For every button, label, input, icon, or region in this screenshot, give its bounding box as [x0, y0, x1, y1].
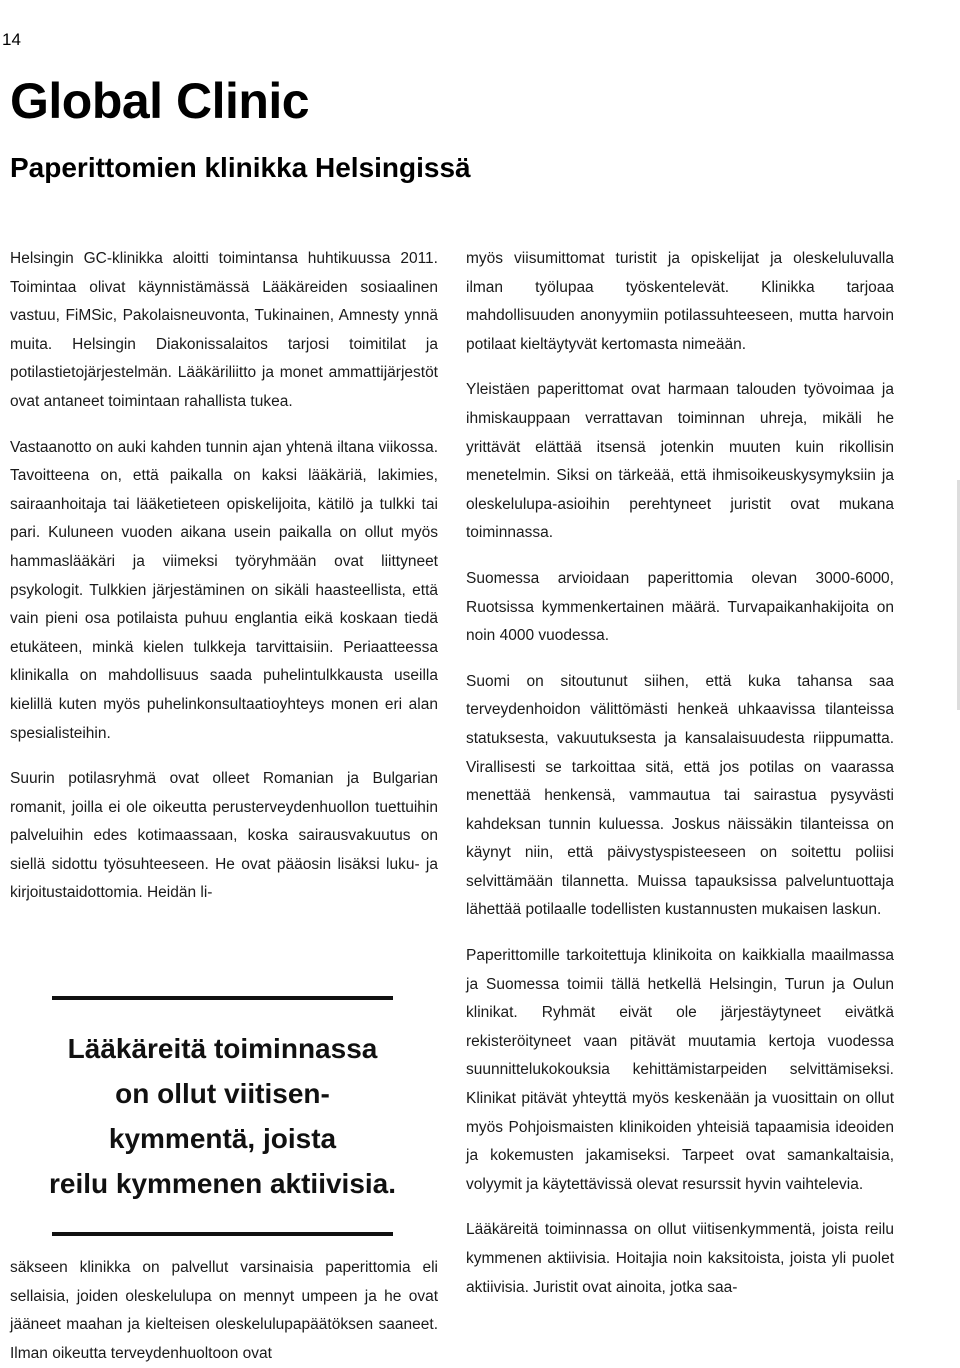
paragraph: Suomessa arvioidaan paperittomia olevan 3000-6000, Ruotsissa kymmenkertainen määrä. Turvapaikanhakijoita on noin 4000 vuodessa. [466, 569, 894, 645]
paragraph: Lääkäreitä toiminnassa on ollut viitisenkymmentä, joista reilu kymmenen aktiivisia. Hoitajia noin kaksitoista, joista yli puolet aktiivisia. Juristit ovat ainoita, jotka saa- [466, 1221, 894, 1296]
page-number: 14 [2, 30, 21, 49]
left-column-top [10, 245, 438, 908]
pull-quote-line: Lääkäreitä toiminnassa [67, 1033, 378, 1064]
paragraph: Suomi on sitoutunut siihen, että kuka tahansa saa terveydenhoidon välittömästi henkeä uhkaavissa tilanteissa statuksesta, vakuutuksesta ja kansalaisuudesta riippumatta. Virallisesti se tarkoittaa sitä, että jos potilas on vaarassa menettää henkensä, vammautua tai sairastua pysyvästi kahdeksan tunnin kuluessa. Joskus näissäkin tilanteissa on käynyt niin, että päivystyspisteeseen on soitettu poliisi selvittämään tilannetta. Muissa tapauksissa palveluntuottaja lähettää potilaalle todellisten kustannusten mukaisen laskun. [466, 672, 894, 919]
pull-quote-text [30, 1026, 415, 1206]
paragraph: Vastaanotto on auki kahden tunnin ajan yhtenä iltana viikossa. Tavoitteena on, että paikalla on kaksi lääkäriä, lakimies, sairaanhoitaja tai lääketieteen opiskelijoita, kätilö ja tulkki tai pari. Kuluneen vuoden aikana usein paikalla on ollut myös hammaslääkäri ja viimeksi työryhmään ovat liittyneet psykologit. Tulkkien järjestäminen on sikäli haasteellista, että vain pieni osa potilaista puhuu englantia eikä koskaan tiedä etukäteen, minkä kielen tulkkeja tarvittaisiin. Periaatteessa klinikalla on mahdollisuus saada puhelintulkkausta useilla kielillä kuten myös puhelinkonsultaatioyhteys monen eri alan spesialisteihin. [10, 438, 438, 742]
article-title: Global Clinic [10, 73, 310, 129]
pull-quote [30, 996, 415, 1236]
pull-quote-line: reilu kymmenen aktiivisia. [48, 1168, 397, 1199]
pull-quote-line: on ollut viitisen- [115, 1078, 330, 1109]
right-column [466, 245, 894, 1302]
article-subtitle: Paperittomien klinikka Helsingissä [10, 152, 471, 183]
pull-quote-top-rule [52, 996, 393, 1000]
paragraph: Suurin potilasryhmä ovat olleet Romanian ja Bulgarian romanit, joilla ei ole oikeutta perusterveydenhuollon tuettuihin palveluihin edes kotimaassaan, koska sairausvakuutus on siellä sidottu työsuhteeseen. He ovat pääosin lisäksi luku- ja kirjoitustaidottomia. Heidän li- [10, 770, 438, 902]
left-column-bottom [10, 1254, 438, 1368]
paragraph: säkseen klinikka on palvellut varsinaisia paperittomia eli sellaisia, joiden oleskelulupa on mennyt umpeen ja he ovat jääneet maahan ja kielteisen oleskelulupapäätöksen saaneet. Ilman oikeutta terveydenhuoltoon ovat [10, 1259, 438, 1362]
paragraph: Helsingin GC-klinikka aloitti toimintansa huhtikuussa 2011. Toimintaa olivat käynnistämässä Lääkäreiden sosiaalinen vastuu, FiMSic, Pakolaisneuvonta, Tukinainen, Amnesty ynnä muita. Helsingin Diakonissalaitos tarjosi toimitilat ja potilastietojärjestelmän. Lääkäriliitto ja monet ammattijärjestöt ovat antaneet toimintaan rahallista tukea. [10, 250, 438, 410]
paragraph: Yleistäen paperittomat ovat harmaan talouden työvoimaa ja ihmiskauppaan verrattavan toiminnan uhreja, mikäli he yrittävät elättää itsensä jotenkin muuten kuin rikollisin menetelmin. Siksi on tärkeää, että ihmisoikeuskysymyksiin ja oleskelulupa-asioihin perehtyneet juristit ovat mukana toiminnassa. [466, 381, 894, 542]
paragraph: myös viisumittomat turistit ja opiskelijat ja oleskeluluvalla ilman työlupaa työskentelevät. Klinikka tarjoaa mahdollisuuden anonyymiin potilassuhteeseen, mutta harvoin potilaat kieltäytyvät kertomasta nimeään. [466, 250, 894, 353]
pull-quote-bottom-rule [52, 1232, 393, 1236]
pull-quote-line: kymmentä, joista [108, 1123, 337, 1154]
paragraph: Paperittomille tarkoitettuja klinikoita on kaikkialla maailmassa ja Suomessa toimii tällä hetkellä Helsingin, Turun ja Oulun klinikat. Ryhmät eivät ole järjestäytyneet eivätkä rekisteröityneet vaan pitävät muutamia kertoja vuodessa suunnittelukokouksia kehittämistarpeiden selvittämiseksi. Klinikat pitävät yhteyttä myös keskenään ja vuosittain on ollut myös Pohjoismaisten klinikoiden yhteisiä tapaamisia ideoiden ja kokemusten jakamiseksi. Tarpeet ovat samankaltaisia, volyymit ja käytettävissä olevat resurssit hyvin vaihtelevia. [466, 947, 894, 1193]
